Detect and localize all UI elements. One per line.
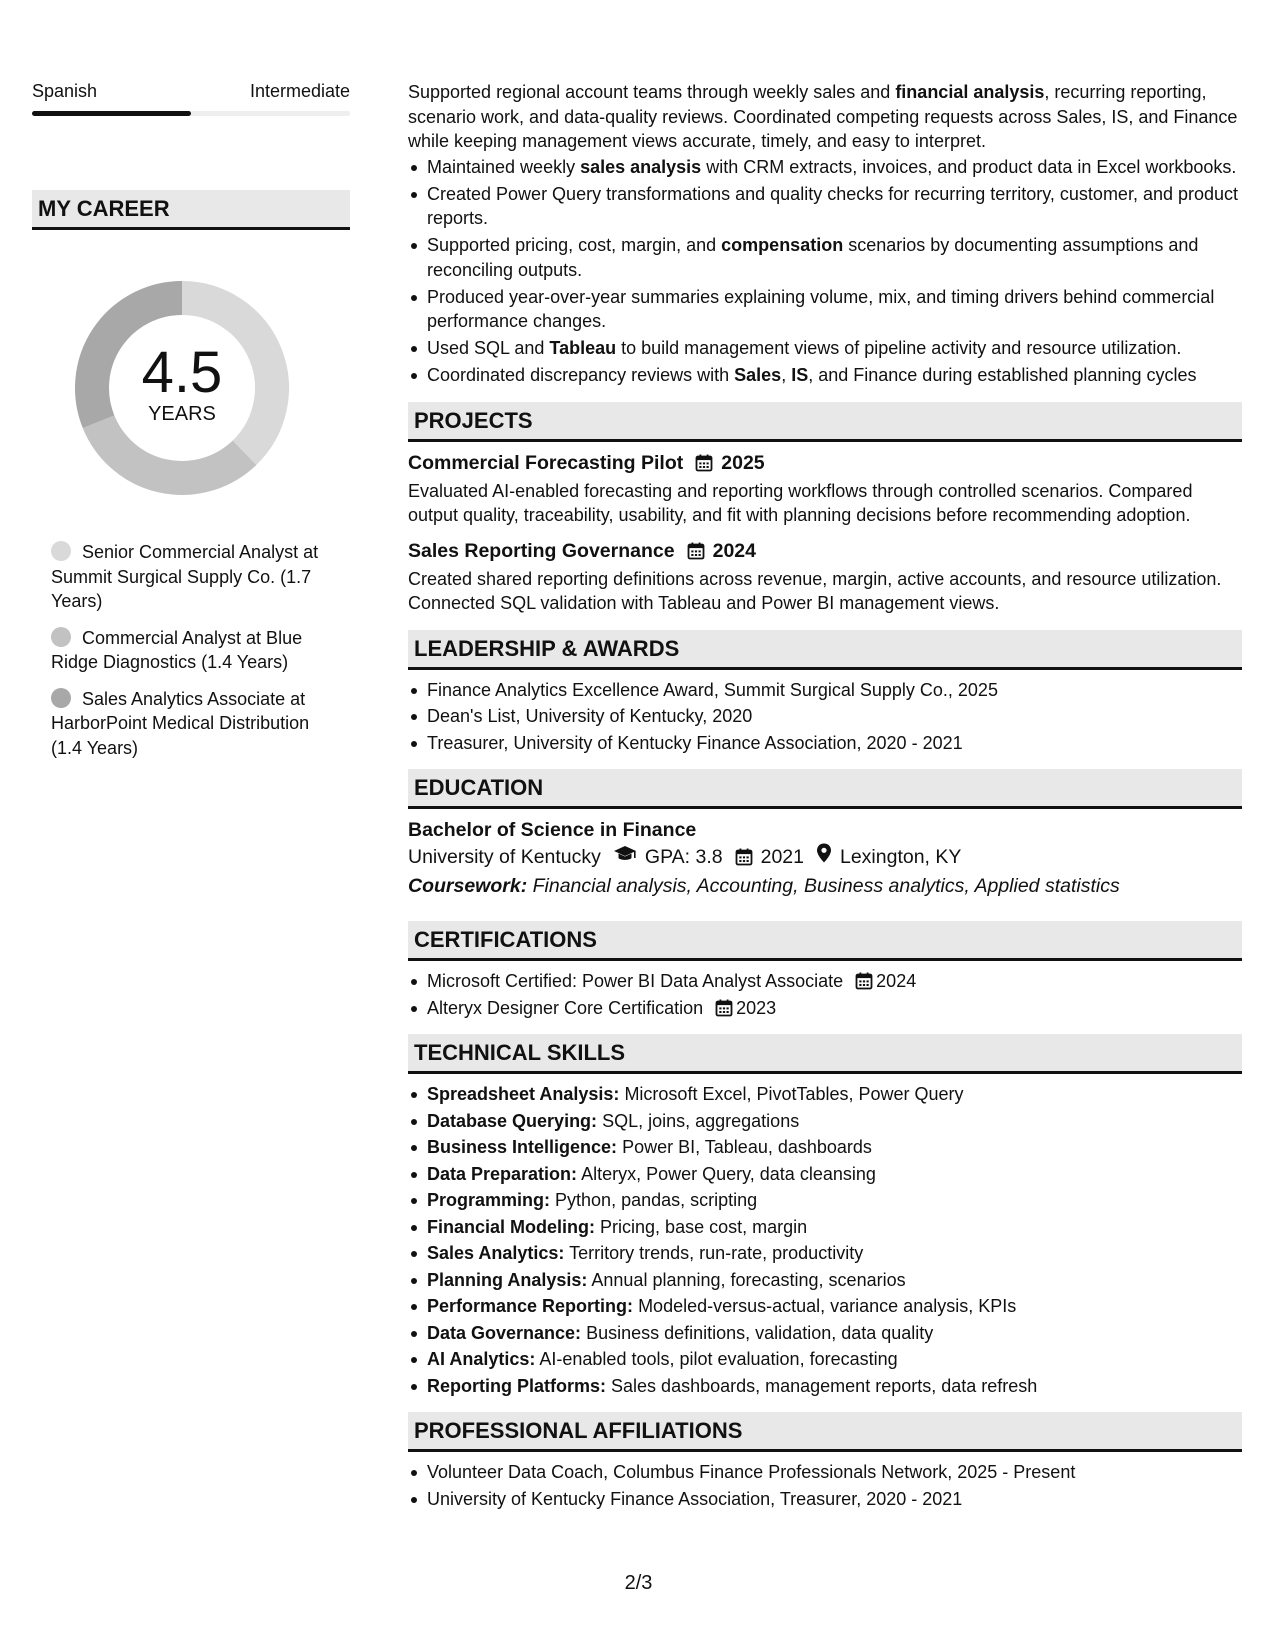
project-description: Created shared reporting definitions across revenue, margin, active accounts, and resource utilization. Connected SQL validation with Tableau and Power BI management views. bbox=[408, 568, 1222, 613]
project-title-row bbox=[408, 538, 1242, 564]
skill-label: Data Preparation: bbox=[427, 1163, 578, 1184]
project-title: Commercial Forecasting Pilot bbox=[408, 451, 684, 474]
text-run: , and Finance during established planning cycles bbox=[808, 365, 1197, 385]
legend-item bbox=[51, 687, 341, 761]
skill-item bbox=[408, 1188, 1242, 1213]
skill-label: AI Analytics: bbox=[427, 1349, 536, 1369]
text-run: Sales bbox=[734, 365, 782, 385]
legend-item bbox=[51, 540, 341, 614]
language-level: Intermediate bbox=[249, 81, 350, 101]
skill-label: Financial Modeling: bbox=[427, 1216, 596, 1237]
skill-value: Annual planning, forecasting, scenarios bbox=[591, 1269, 906, 1290]
projects-heading: PROJECTS bbox=[408, 402, 1242, 442]
legend-swatch bbox=[51, 627, 71, 647]
skill-item bbox=[408, 1321, 1242, 1346]
calendar-icon bbox=[675, 538, 713, 564]
skill-item bbox=[408, 1109, 1242, 1134]
text-run: , recurring reporting, scenario work, and data-quality reviews. Coordinated competing requests across Sales, IS, and Finance while keeping management views accurate, timely, and easy to interpret. bbox=[408, 82, 1238, 151]
leadership-item: Finance Analytics Excellence Award, Summit Surgical Supply Co., 2025 bbox=[408, 678, 1242, 703]
text-run: compensation bbox=[721, 235, 844, 255]
skill-value: SQL, joins, aggregations bbox=[602, 1110, 800, 1131]
skill-value: Business definitions, validation, data quality bbox=[586, 1322, 934, 1343]
career-legend bbox=[32, 540, 350, 760]
skill-label: Sales Analytics: bbox=[427, 1243, 565, 1263]
coursework-label: Coursework: bbox=[408, 875, 528, 897]
certification-item bbox=[408, 969, 1242, 994]
text-run: Tableau bbox=[549, 338, 617, 358]
skill-value: Sales dashboards, management reports, data refresh bbox=[611, 1375, 1038, 1396]
text-run: with CRM extracts, invoices, and product data in Excel workbooks. bbox=[701, 156, 1237, 177]
career-total-years: 4.5 bbox=[141, 340, 223, 405]
experience-bullets bbox=[408, 155, 1242, 388]
project-entry bbox=[408, 450, 1242, 528]
certifications-list bbox=[408, 969, 1242, 1020]
legend-item bbox=[51, 626, 341, 675]
project-title-row bbox=[408, 450, 1242, 476]
skill-item bbox=[408, 1294, 1242, 1319]
left-column bbox=[32, 80, 350, 772]
skill-item bbox=[408, 1082, 1242, 1107]
skill-label: Programming: bbox=[427, 1190, 551, 1210]
skill-label: Business Intelligence: bbox=[427, 1137, 618, 1157]
skill-value: Python, pandas, scripting bbox=[555, 1190, 758, 1210]
skill-value: Alteryx, Power Query, data cleansing bbox=[581, 1163, 876, 1184]
calendar-icon bbox=[703, 998, 736, 1018]
career-years-unit: YEARS bbox=[148, 403, 216, 425]
experience-bullet bbox=[408, 336, 1242, 361]
text-run: sales analysis bbox=[580, 156, 702, 177]
certification-name: Alteryx Designer Core Certification bbox=[427, 997, 704, 1018]
text-run: Produced year-over-year summaries explaining volume, mix, and timing drivers behind commercial performance changes. bbox=[427, 286, 1215, 331]
affiliations-list bbox=[408, 1460, 1242, 1511]
education-location: Lexington, KY bbox=[839, 846, 962, 868]
career-donut-center bbox=[66, 272, 298, 504]
certification-year: 2024 bbox=[876, 971, 917, 991]
text-run: , bbox=[781, 365, 792, 385]
education-details bbox=[408, 843, 1242, 871]
skill-item bbox=[408, 1347, 1242, 1372]
affiliation-item: University of Kentucky Finance Association, Treasurer, 2020 - 2021 bbox=[408, 1487, 1242, 1512]
education-year: 2021 bbox=[760, 846, 804, 868]
legend-label: Commercial Analyst at Blue Ridge Diagnostics (1.4 Years) bbox=[51, 627, 303, 672]
skill-value: Modeled-versus-actual, variance analysis, KPIs bbox=[638, 1296, 1017, 1316]
skill-item bbox=[408, 1374, 1242, 1399]
skill-item bbox=[408, 1268, 1242, 1293]
certification-name: Microsoft Certified: Power BI Data Analyst Associate bbox=[427, 971, 844, 991]
skill-value: Territory trends, run-rate, productivity bbox=[569, 1243, 864, 1263]
skill-label: Reporting Platforms: bbox=[427, 1375, 607, 1396]
skill-item bbox=[408, 1241, 1242, 1266]
certification-year: 2023 bbox=[736, 997, 777, 1018]
experience-bullet bbox=[408, 155, 1242, 180]
education-heading: EDUCATION bbox=[408, 769, 1242, 809]
text-run: Maintained weekly bbox=[427, 156, 581, 177]
skill-label: Performance Reporting: bbox=[427, 1296, 634, 1316]
text-run: Used SQL and bbox=[427, 338, 550, 358]
skill-value: AI-enabled tools, pilot evaluation, forecasting bbox=[539, 1349, 898, 1369]
certifications-heading: CERTIFICATIONS bbox=[408, 921, 1242, 961]
career-donut bbox=[66, 272, 298, 504]
experience-bullet bbox=[408, 233, 1242, 282]
experience-summary bbox=[408, 80, 1242, 154]
certification-item bbox=[408, 996, 1242, 1021]
text-run: Supported regional account teams through weekly sales and bbox=[408, 82, 896, 102]
leadership-item: Treasurer, University of Kentucky Finance Association, 2020 - 2021 bbox=[408, 731, 1242, 756]
project-year: 2025 bbox=[721, 451, 765, 474]
skills-heading: TECHNICAL SKILLS bbox=[408, 1034, 1242, 1074]
language-row bbox=[32, 80, 350, 102]
leadership-heading: LEADERSHIP & AWARDS bbox=[408, 630, 1242, 670]
calendar-icon bbox=[735, 843, 753, 871]
skill-item bbox=[408, 1162, 1242, 1187]
skill-value: Microsoft Excel, PivotTables, Power Query bbox=[624, 1084, 964, 1104]
map-pin-icon bbox=[816, 843, 832, 871]
text-run: to build management views of pipeline activity and resource utilization. bbox=[616, 338, 1182, 358]
project-title: Sales Reporting Governance bbox=[408, 539, 675, 562]
education-degree: Bachelor of Science in Finance bbox=[408, 819, 697, 841]
experience-bullet bbox=[408, 182, 1242, 231]
project-entry bbox=[408, 538, 1242, 616]
education-school: University of Kentucky bbox=[408, 846, 601, 868]
affiliation-item: Volunteer Data Coach, Columbus Finance Professionals Network, 2025 - Present bbox=[408, 1460, 1242, 1485]
legend-swatch bbox=[51, 541, 71, 561]
calendar-icon bbox=[843, 971, 876, 991]
skill-label: Spreadsheet Analysis: bbox=[427, 1084, 620, 1104]
language-proficiency-fill bbox=[32, 111, 191, 116]
language-name: Spanish bbox=[32, 81, 98, 101]
education-gpa: GPA: 3.8 bbox=[644, 846, 723, 868]
text-run: scenarios by documenting assumptions and reconciling outputs. bbox=[427, 235, 1199, 280]
graduation-cap-icon bbox=[613, 843, 637, 871]
right-column bbox=[408, 80, 1242, 1513]
language-proficiency-bar bbox=[32, 111, 350, 116]
project-description: Evaluated AI-enabled forecasting and reporting workflows through controlled scenarios. Compared output quality, traceability, usability, and fit with planning decisions before recommending adoption. bbox=[408, 480, 1193, 525]
legend-label: Sales Analytics Associate at HarborPoint Medical Distribution (1.4 Years) bbox=[51, 688, 310, 758]
text-run: Supported pricing, cost, margin, and bbox=[427, 235, 722, 255]
coursework-list: Financial analysis, Accounting, Business analytics, Applied statistics bbox=[532, 875, 1120, 897]
text-run: Created Power Query transformations and quality checks for recurring territory, customer, and product reports. bbox=[427, 183, 1239, 228]
career-heading: MY CAREER bbox=[32, 190, 350, 230]
education-entry bbox=[408, 817, 1242, 901]
calendar-icon bbox=[683, 450, 721, 476]
skill-label: Data Governance: bbox=[427, 1322, 582, 1343]
project-year: 2024 bbox=[712, 539, 756, 562]
affiliations-heading: PROFESSIONAL AFFILIATIONS bbox=[408, 1412, 1242, 1452]
education-coursework bbox=[408, 871, 1242, 901]
skill-label: Database Querying: bbox=[427, 1110, 598, 1131]
text-run: financial analysis bbox=[895, 82, 1045, 102]
skill-value: Pricing, base cost, margin bbox=[600, 1216, 808, 1237]
legend-swatch bbox=[51, 688, 71, 708]
projects-list bbox=[408, 450, 1242, 616]
skill-value: Power BI, Tableau, dashboards bbox=[622, 1137, 872, 1157]
skill-item bbox=[408, 1215, 1242, 1240]
page-number: 2/3 bbox=[624, 1572, 653, 1594]
text-run: Coordinated discrepancy reviews with bbox=[427, 365, 735, 385]
experience-bullet bbox=[408, 363, 1242, 388]
skills-list bbox=[408, 1082, 1242, 1398]
skill-item bbox=[408, 1135, 1242, 1160]
leadership-list bbox=[408, 678, 1242, 756]
legend-label: Senior Commercial Analyst at Summit Surgical Supply Co. (1.7 Years) bbox=[51, 542, 319, 611]
skill-label: Planning Analysis: bbox=[427, 1269, 588, 1290]
leadership-item: Dean's List, University of Kentucky, 2020 bbox=[408, 704, 1242, 729]
experience-bullet bbox=[408, 285, 1242, 334]
text-run: IS bbox=[791, 365, 809, 385]
